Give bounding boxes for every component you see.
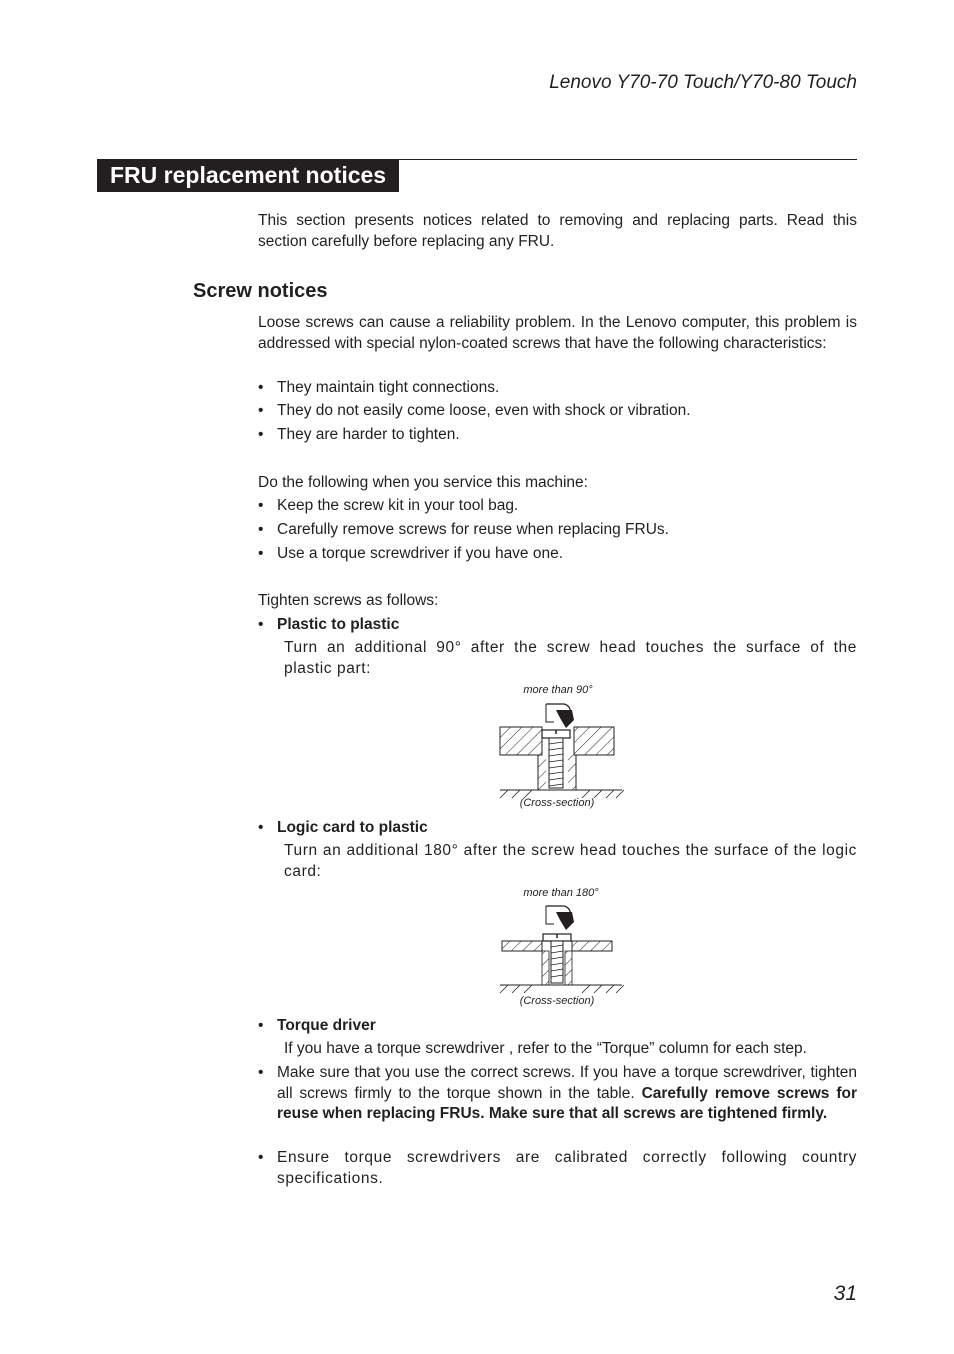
calibrate-text: Ensure torque screwdrivers are calibrated correctly following country specifications.: [277, 1149, 857, 1187]
screw-notices-intro: Loose screws can cause a reliability problem. In the Lenovo computer, this problem is addressed with special nylon-coated screws that have the following characteristics:: [258, 314, 857, 352]
make-sure-text: Make sure that you use the correct screws. If you have a torque screwdriver, tighten all screws firmly to the torque shown in the table.: [277, 1064, 857, 1102]
service-intro: Do the following when you service this machine:: [258, 474, 588, 491]
service-step-item: Keep the screw kit in your tool bag.: [277, 497, 519, 514]
characteristic-item: They are harder to tighten.: [277, 426, 460, 443]
bullet-icon: •: [258, 819, 264, 836]
characteristic-item: They do not easily come loose, even with shock or vibration.: [277, 402, 691, 419]
logic-card-to-plastic-text: Turn an additional 180° after the screw head touches the surface of the logic card:: [284, 842, 857, 880]
bullet-icon: •: [258, 426, 264, 443]
characteristic-item: They maintain tight connections.: [277, 379, 500, 396]
diagram-2-angle-label: more than 180°: [523, 887, 599, 899]
bullet-icon: •: [258, 379, 264, 396]
plastic-to-plastic-text: Turn an additional 90° after the screw head touches the surface of the plastic part:: [284, 639, 857, 677]
bullet-icon: •: [258, 545, 264, 562]
bullet-icon: •: [258, 1149, 264, 1166]
bullet-icon: •: [258, 1064, 264, 1081]
plastic-screw-cross-section-diagram: [494, 698, 626, 800]
plastic-to-plastic-label: Plastic to plastic: [277, 616, 400, 633]
torque-driver-text: If you have a torque screwdriver , refer to the “Torque” column for each step.: [284, 1040, 807, 1057]
torque-driver-label: Torque driver: [277, 1017, 376, 1034]
screw-notices-heading: Screw notices: [193, 280, 328, 302]
bullet-icon: •: [258, 521, 264, 538]
bullet-icon: •: [258, 616, 264, 633]
document-header-title: Lenovo Y70-70 Touch/Y70-80 Touch: [549, 72, 857, 93]
logic-card-to-plastic-label: Logic card to plastic: [277, 819, 428, 836]
make-sure-bold-text: Carefully remove screws for reuse when replacing FRUs. Make sure that all screws are tightened firmly.: [277, 1084, 858, 1122]
section-title: FRU replacement notices: [97, 160, 399, 192]
bullet-icon: •: [258, 402, 264, 419]
page-number: 31: [833, 1282, 857, 1305]
service-step-item: Use a torque screwdriver if you have one.: [277, 545, 564, 562]
bullet-icon: •: [258, 1017, 264, 1034]
logic-card-screw-cross-section-diagram: [494, 900, 626, 998]
diagram-1-caption: (Cross-section): [519, 797, 595, 809]
bullet-icon: •: [258, 497, 264, 514]
service-step-item: Carefully remove screws for reuse when replacing FRUs.: [277, 521, 669, 538]
diagram-1-angle-label: more than 90°: [523, 684, 593, 696]
make-sure-paragraph: [277, 1063, 857, 1125]
tighten-intro: Tighten screws as follows:: [258, 592, 439, 609]
section-intro: This section presents notices related to removing and replacing parts. Read this section carefully before replacing any FRU.: [258, 212, 857, 250]
diagram-2-caption: (Cross-section): [519, 995, 595, 1007]
